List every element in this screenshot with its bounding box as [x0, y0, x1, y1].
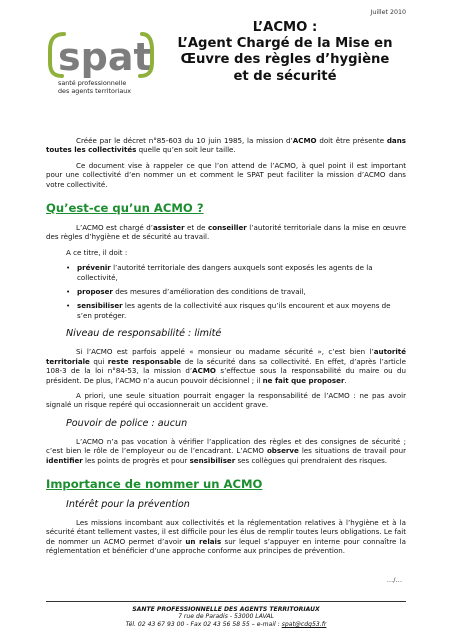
section1-paragraph-2: A ce titre, il doit :	[66, 247, 128, 257]
subheading-responsabilite: Niveau de responsabilité : limité	[66, 328, 222, 340]
title-line-1: L’ACMO :	[252, 20, 318, 35]
document-date: Juillet 2010	[370, 9, 406, 16]
logo-wordmark: spat	[58, 35, 152, 79]
page-footer	[46, 601, 406, 628]
police-paragraph: L’ACMO n’a pas vocation à vérifier l’application des règles et des consignes de sécurité ; c’est bien le rôle de l’employeur ou de l’encadrant. L’ACMO observe les situations de travail pour identifier les points de progrès et pour sensibiliser ses collègues qui prendraient des risques.	[46, 436, 406, 465]
logo-subtitle-line-2: des agents territoriaux	[58, 86, 132, 95]
list-item: • proposer des mesures d’amélioration des conditions de travail,	[66, 287, 406, 296]
footer-organization: SANTE PROFESSIONNELLE DES AGENTS TERRITORIAUX	[132, 606, 320, 613]
list-item: • sensibiliser les agents de la collectivité aux risques qu’ils encourent et aux moyens de s’en protéger.	[66, 301, 406, 320]
responsabilite-paragraph-1: Si l’ACMO est parfois appelé « monsieur ou madame sécurité », c’est bien l’autorité territoriale qui reste responsable de la sécurité dans sa collectivité. En effet, d’après l’article 108-3 de la loi n°84-53, la mission d’ACMO s’effectue sous la responsabilité du maire ou du président. De plus, l’ACMO n’a aucun pouvoir décisionnel ; il ne fait que proposer.	[46, 347, 406, 385]
responsabilite-paragraph-2: A priori, une seule situation pourrait engager la responsabilité de l’ACMO : ne pas avoir signalé un risque repéré qui occasionnerait un accident grave.	[46, 390, 406, 410]
section-heading-acmo: Qu’est-ce qu’un ACMO ?	[46, 201, 204, 216]
email-link[interactable]: spat@cdg53.fr	[281, 620, 327, 628]
document-title	[162, 20, 408, 85]
logo-subtitle-line-1: santé professionnelle	[58, 79, 127, 87]
title-line-3: Œuvre des règles d’hygiène	[180, 52, 390, 68]
logo-subtitle	[58, 80, 168, 96]
footer-contact: Tél. 02 43 67 93 00 - Fax 02 43 56 58 55 – e-mail : spat@cdg53.fr	[125, 620, 327, 628]
subheading-prevention: Intérêt pour la prévention	[66, 498, 190, 510]
title-line-4: et de sécurité	[233, 68, 337, 84]
intro-paragraph-1: Créée par le décret n°85-603 du 10 juin 1985, la mission d’ACMO doit être présente dans toutes les collectivités quelle qu’en soit leur taille.	[46, 136, 406, 155]
section-heading-importance: Importance de nommer un ACMO	[46, 476, 263, 491]
footer-address: 7 rue de Paradis - 53000 LAVAL	[178, 613, 274, 621]
document-body	[46, 136, 406, 562]
section1-paragraph-1: L’ACMO est chargé d’assister et de conseiller l’autorité territoriale dans la mise en œuvre des règles d’hygiène et de sécurité au travail.	[46, 223, 407, 242]
intro-paragraph-2: Ce document vise à rappeler ce que l’on attend de l’ACMO, à quel point il est important pour une collectivité d’en nommer un et comment le SPAT peut faciliter la mission d’ACMO dans votre collectivité.	[46, 160, 406, 189]
continued-marker: …/…	[386, 576, 402, 584]
duties-list	[66, 263, 406, 320]
list-item: • prévenir l’autorité territoriale des dangers auxquels sont exposés les agents de la collectivité,	[66, 263, 406, 282]
title-line-2: L’Agent Chargé de la Mise en	[177, 36, 393, 52]
subheading-police: Pouvoir de police : aucun	[66, 417, 188, 429]
prevention-paragraph: Les missions incombant aux collectivités et la réglementation relatives à l’hygiène et à la sécurité étant tellement vastes, il est difficile pour les élus de remplir toutes leurs obligations. Le fait de nommer un ACMO permet d’avoir un relais sur lequel s’appuyer en interne pour connaître la réglementation et bénéficier d’une approche conforme aux principes de prévention.	[46, 517, 406, 556]
